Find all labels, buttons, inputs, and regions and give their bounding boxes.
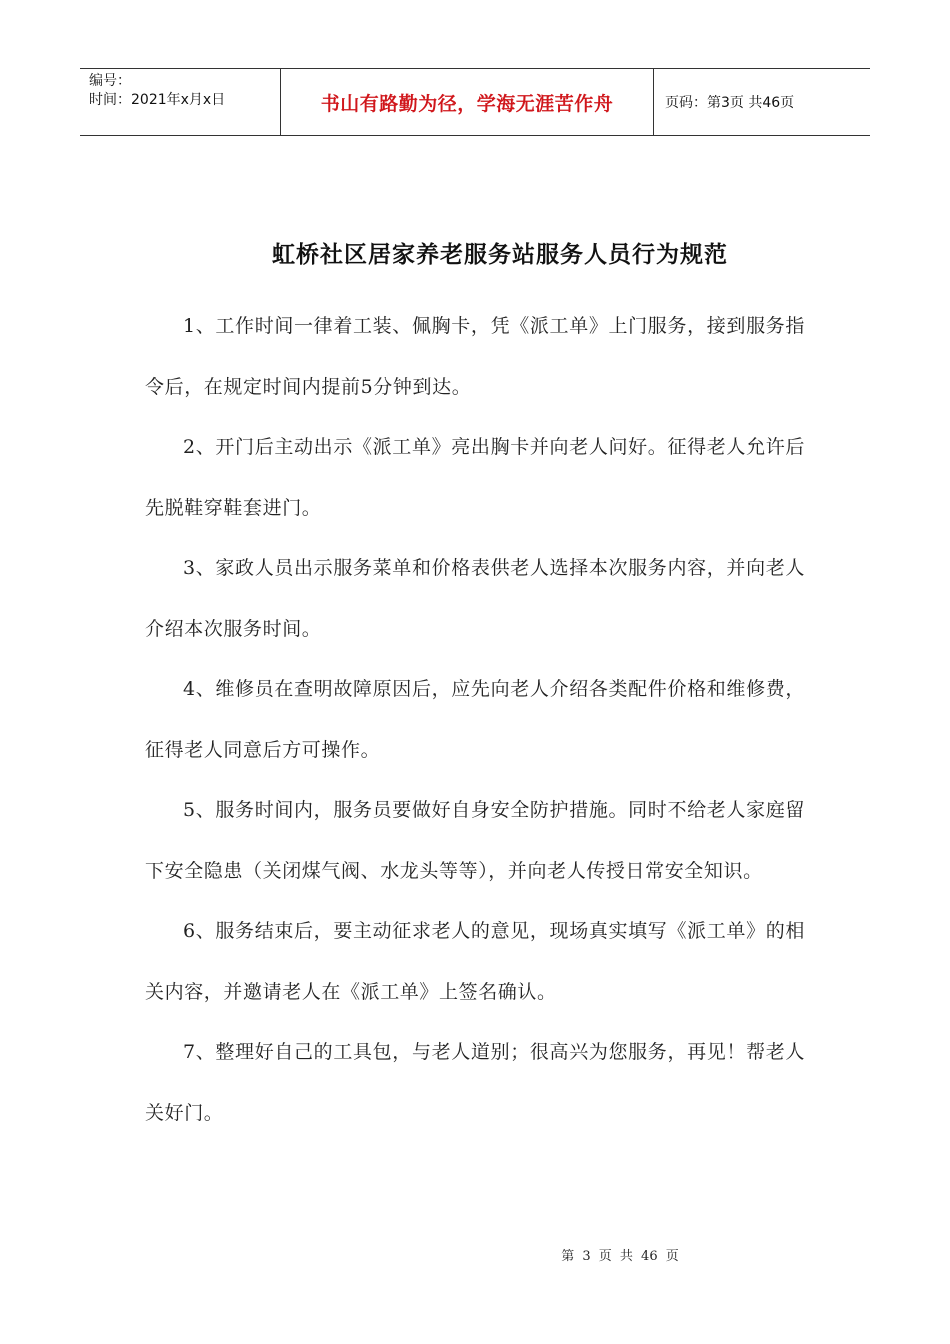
motto-text: 书山有路勤为径，学海无涯苦作舟 <box>320 92 614 115</box>
header-table <box>80 68 870 136</box>
paragraph-4: 4、维修员在查明故障原因后，应先向老人介绍各类配件价格和维修费，征得老人同意后方可操作。 <box>145 678 805 761</box>
page-info: 页码：第3页 共46页 <box>665 95 795 111</box>
paragraph-2: 2、开门后主动出示《派工单》亮出胸卡并向老人问好。征得老人允许后先脱鞋穿鞋套进门。 <box>145 436 805 519</box>
time-label: 时间：2021年x月x日 <box>89 92 226 108</box>
page-footer: 第 3 页 共 46 页 <box>561 1249 679 1264</box>
paragraph-1: 1、工作时间一律着工装、佩胸卡，凭《派工单》上门服务，接到服务指令后，在规定时间内提前5分钟到达。 <box>145 315 805 398</box>
paragraph-3: 3、家政人员出示服务菜单和价格表供老人选择本次服务内容，并向老人介绍本次服务时间。 <box>145 557 805 640</box>
paragraph-5: 5、服务时间内，服务员要做好自身安全防护措施。同时不给老人家庭留下安全隐患（关闭煤气阀、水龙头等等），并向老人传授日常安全知识。 <box>145 799 805 882</box>
paragraph-6: 6、服务结束后，要主动征求老人的意见，现场真实填写《派工单》的相关内容，并邀请老人在《派工单》上签名确认。 <box>145 920 805 1003</box>
document-body <box>145 296 805 1143</box>
document-title: 虹桥社区居家养老服务站服务人员行为规范 <box>272 242 728 268</box>
header-page-cell <box>654 69 870 135</box>
number-label: 编号： <box>89 73 131 89</box>
header-meta-cell <box>80 69 281 135</box>
header-motto-cell <box>281 69 654 135</box>
paragraph-7: 7、整理好自己的工具包，与老人道别；很高兴为您服务，再见！帮老人关好门。 <box>145 1041 805 1124</box>
